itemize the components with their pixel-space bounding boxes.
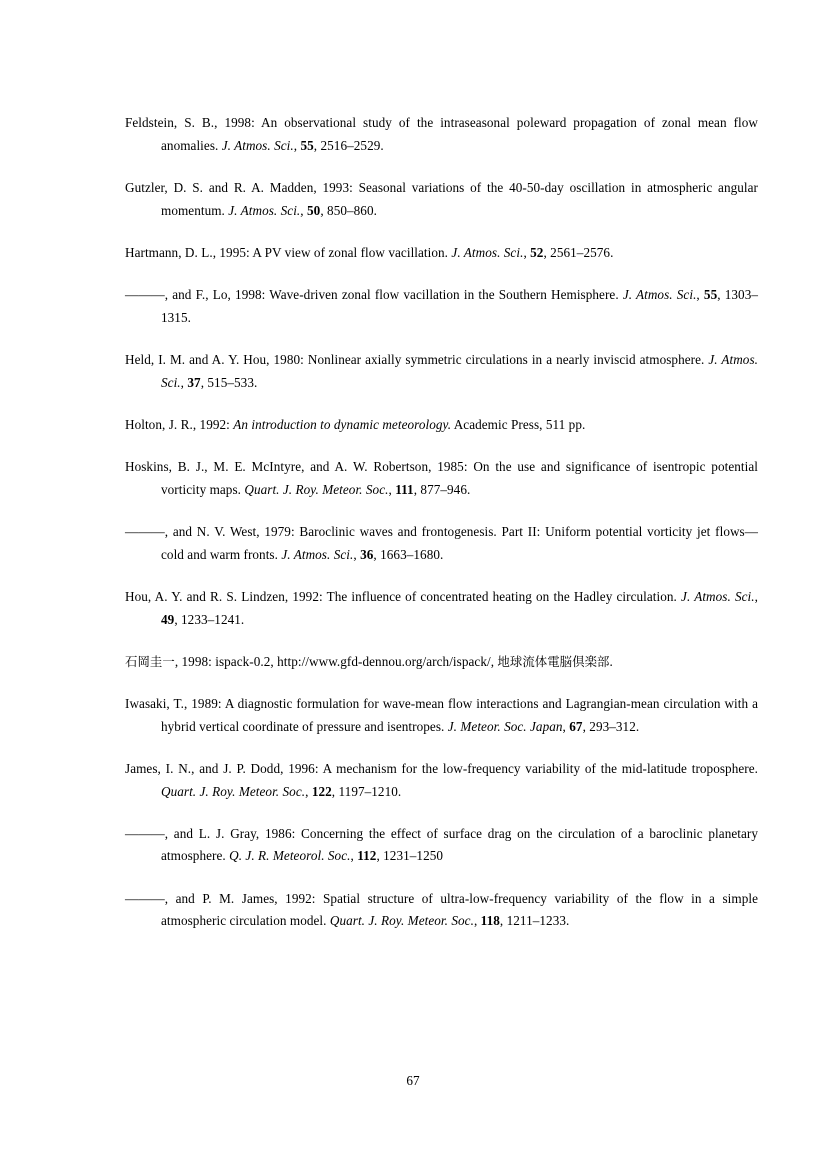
journal-title: J. Atmos. Sci. (451, 244, 524, 260)
reference-entry (125, 112, 758, 157)
reference-text: Hou, A. Y. and R. S. Lindzen, 1992: The influence of concentrated heating on the Hadley circulation. (125, 588, 682, 604)
reference-entry (125, 888, 758, 933)
reference-text: , 1211–1233. (499, 913, 570, 929)
reference-text: Feldstein, S. B., 1998: An observational study of the intraseasonal poleward propagation of zonal mean flow anomalies. (125, 115, 758, 153)
reference-text: , 850–860. (320, 202, 377, 218)
reference-text: Academic Press, 511 pp. (451, 416, 586, 432)
reference-text: , (293, 137, 301, 153)
reference-text: , 2516–2529. (313, 137, 384, 153)
reference-text: , (350, 848, 358, 864)
reference-text: Hartmann, D. L., 1995: A PV view of zonal flow vacillation. (125, 244, 452, 260)
journal-title: Q. J. R. Meteorol. Soc. (229, 848, 351, 864)
journal-title: J. Atmos. Sci. (228, 202, 301, 218)
reference-text: , 1303–1315. (161, 287, 758, 325)
reference-text: , (473, 913, 481, 929)
cjk-text: 石岡圭一 (125, 653, 175, 669)
reference-text: ———, and P. M. James, 1992: Spatial structure of ultra-low-frequency variability of the flow in a simple atmospheric circulation model. (125, 890, 758, 929)
reference-entry (125, 693, 758, 738)
reference-text: ———, and N. V. West, 1979: Baroclinic waves and frontogenesis. Part II: Uniform potential vorticity jet flows—cold and warm fronts. (125, 523, 758, 562)
reference-text: , (300, 202, 308, 218)
volume-number: 50 (307, 202, 321, 218)
reference-entry (125, 521, 758, 566)
reference-entry (125, 586, 758, 631)
reference-entry (125, 177, 758, 222)
reference-entry (125, 414, 758, 437)
reference-text: ———, and F., Lo, 1998: Wave-driven zonal flow vacillation in the Southern Hemisphere. (125, 287, 623, 303)
volume-number: 112 (357, 848, 377, 864)
reference-text: , (523, 244, 531, 260)
reference-text: , 2561–2576. (543, 244, 614, 260)
reference-text: James, I. N., and J. P. Dodd, 1996: A mechanism for the low-frequency variability of the mid-latitude troposphere. (125, 760, 758, 776)
reference-entry (125, 456, 758, 501)
reference-text: , 1231–1250 (376, 848, 444, 864)
reference-text: Gutzler, D. S. and R. A. Madden, 1993: Seasonal variations of the 40-50-day oscillation in atmospheric angular momentum. (125, 179, 758, 218)
reference-entry (125, 651, 758, 674)
volume-number: 36 (360, 546, 374, 562)
reference-text: Holton, J. R., 1992: (125, 416, 234, 432)
volume-number: 49 (161, 611, 175, 627)
reference-list (125, 112, 758, 933)
reference-entry (125, 242, 758, 265)
volume-number: 55 (703, 287, 718, 303)
volume-number: 55 (300, 137, 314, 153)
journal-title: J. Atmos. Sci. (622, 287, 697, 303)
journal-title: J. Atmos. Sci. (281, 546, 354, 562)
reference-text: , 515–533. (200, 374, 258, 390)
reference-text: , (388, 481, 396, 497)
reference-text: Held, I. M. and A. Y. Hou, 1980: Nonlinear axially symmetric circulations in a nearly inviscid atmosphere. (125, 351, 709, 367)
journal-title: J. Atmos. Sci. (681, 588, 755, 604)
reference-text: , 1233–1241. (174, 611, 245, 627)
volume-number: 118 (480, 913, 500, 929)
journal-title: J. Atmos. Sci. (221, 137, 294, 153)
volume-number: 122 (311, 783, 332, 799)
volume-number: 67 (569, 718, 583, 734)
reference-text: Hoskins, B. J., M. E. McIntyre, and A. W. Robertson, 1985: On the use and significance of isentropic potential vorticity maps. (125, 459, 758, 497)
reference-text: , (180, 374, 188, 390)
reference-text: , (353, 546, 361, 562)
reference-entry (125, 758, 758, 803)
reference-text: . (609, 653, 613, 669)
volume-number: 37 (187, 374, 201, 390)
reference-entry (125, 284, 758, 329)
reference-text: Iwasaki, T., 1989: A diagnostic formulation for wave-mean flow interactions and Lagrangian-mean circulation with a hybrid vertical coordinate of pressure and isentropes. (125, 695, 758, 734)
reference-entry (125, 823, 758, 868)
reference-text: , 293–312. (582, 718, 640, 734)
volume-number: 52 (530, 244, 544, 260)
volume-number: 111 (395, 481, 414, 497)
journal-title: J. Meteor. Soc. Japan (447, 718, 563, 734)
page-number: 67 (406, 1073, 420, 1088)
reference-text: , 1663–1680. (373, 546, 444, 562)
cjk-text: 地球流体電脳倶楽部 (497, 653, 610, 669)
journal-title: Quart. J. Roy. Meteor. Soc. (161, 783, 306, 799)
reference-text: , 1998: ispack-0.2, http://www.gfd-dennou.org/arch/ispack/, (174, 653, 498, 669)
reference-entry (125, 349, 758, 394)
reference-text: , (696, 287, 704, 303)
journal-title: J. Atmos. Sci. (161, 351, 759, 390)
reference-text: , (305, 783, 312, 799)
reference-text: , (754, 588, 758, 604)
journal-title: Quart. J. Roy. Meteor. Soc. (329, 913, 474, 929)
reference-text: , 877–946. (413, 481, 471, 497)
journal-title: Quart. J. Roy. Meteor. Soc. (244, 481, 389, 497)
journal-title: An introduction to dynamic meteorology. (233, 416, 452, 432)
reference-text: , 1197–1210. (331, 783, 402, 799)
reference-text: ———, and L. J. Gray, 1986: Concerning the effect of surface drag on the circulation of a baroclinic planetary atmosphere. (125, 825, 758, 864)
reference-text: , (562, 718, 570, 734)
